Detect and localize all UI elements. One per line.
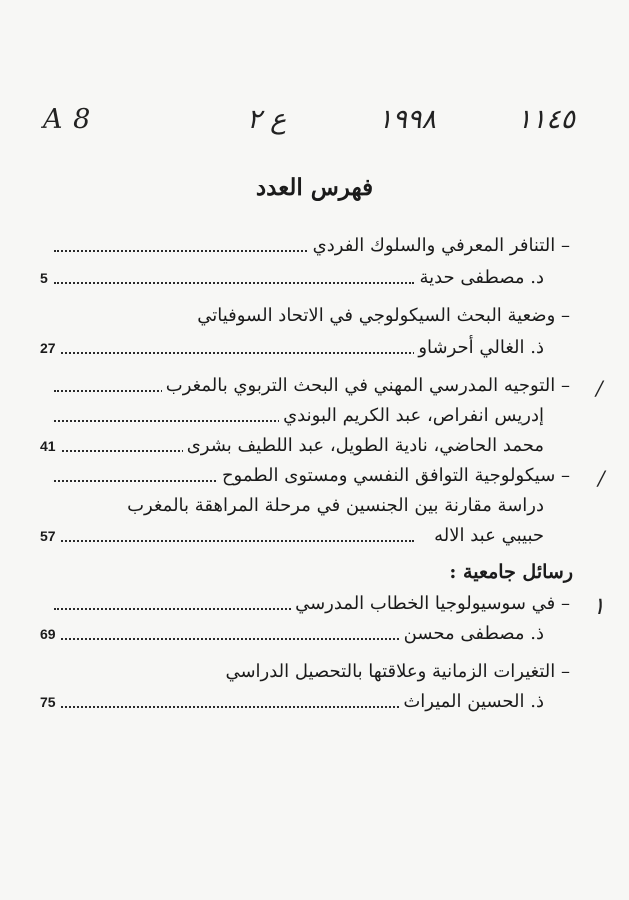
toc-entry-title: – سيكولوجية التوافق النفسي ومستوى الطموح — [40, 464, 570, 488]
toc-entry-author: د. مصطفى حدية 5 — [40, 266, 570, 290]
margin-mark: / — [598, 466, 605, 490]
leader-dots — [54, 586, 294, 610]
leader-dots — [54, 518, 414, 542]
page-number: 75 — [40, 690, 60, 714]
handwritten-catalog-number: ١١٤٥ — [517, 104, 576, 135]
leader-dots — [54, 684, 434, 708]
handwritten-page-mark: A 8 — [43, 104, 92, 135]
toc-entry-author: ذ. الحسين الميراث 75 — [40, 690, 570, 714]
leader-dots — [54, 330, 434, 354]
toc-entry-title: – التغيرات الزمانية وعلاقتها بالتحصيل الدراسي — [40, 660, 570, 684]
margin-mark: / — [596, 376, 603, 400]
page-number: 27 — [40, 336, 60, 360]
handwritten-issue-mark: ع ٢ — [247, 104, 287, 135]
toc-entry-title: – التنافر المعرفي والسلوك الفردي — [40, 234, 570, 258]
page-title: فهرس العدد — [255, 174, 374, 201]
toc-entry-title: – التوجيه المدرسي المهني في البحث التربوي بالمغرب — [40, 374, 570, 398]
margin-mark: ١ — [592, 592, 605, 620]
section-heading: رسائل جامعية : — [449, 561, 573, 583]
page-number: 57 — [40, 524, 60, 548]
toc-entry-title: – وضعية البحث السيكولوجي في الاتحاد السوفياتي — [40, 304, 570, 328]
page-number: 69 — [40, 622, 60, 646]
toc-entry-subtitle: دراسة مقارنة بين الجنسين في مرحلة المراهقة بالمغرب — [40, 494, 570, 518]
toc-entry-author: إدريس انفراص، عبد الكريم البوندي — [40, 404, 570, 428]
toc-entry-title: – في سوسيولوجيا الخطاب المدرسي — [40, 592, 570, 616]
leader-dots — [54, 616, 434, 640]
toc-entry-author: ذ. مصطفى محسن 69 — [40, 622, 570, 646]
leader-dots — [54, 398, 284, 422]
toc-entry-author: ذ. الغالي أحرشاو 27 — [40, 336, 570, 360]
page-number: 5 — [40, 266, 52, 290]
leader-dots — [54, 458, 244, 482]
leader-dots — [54, 260, 414, 284]
page-number: 41 — [40, 434, 60, 458]
toc-entry-author: محمد الحاضي، نادية الطويل، عبد اللطيف بشرى 41 — [40, 434, 570, 458]
toc-entry-author: حبيبي عبد الاله 57 — [40, 524, 570, 548]
handwritten-year: ١٩٩٨ — [378, 104, 437, 135]
